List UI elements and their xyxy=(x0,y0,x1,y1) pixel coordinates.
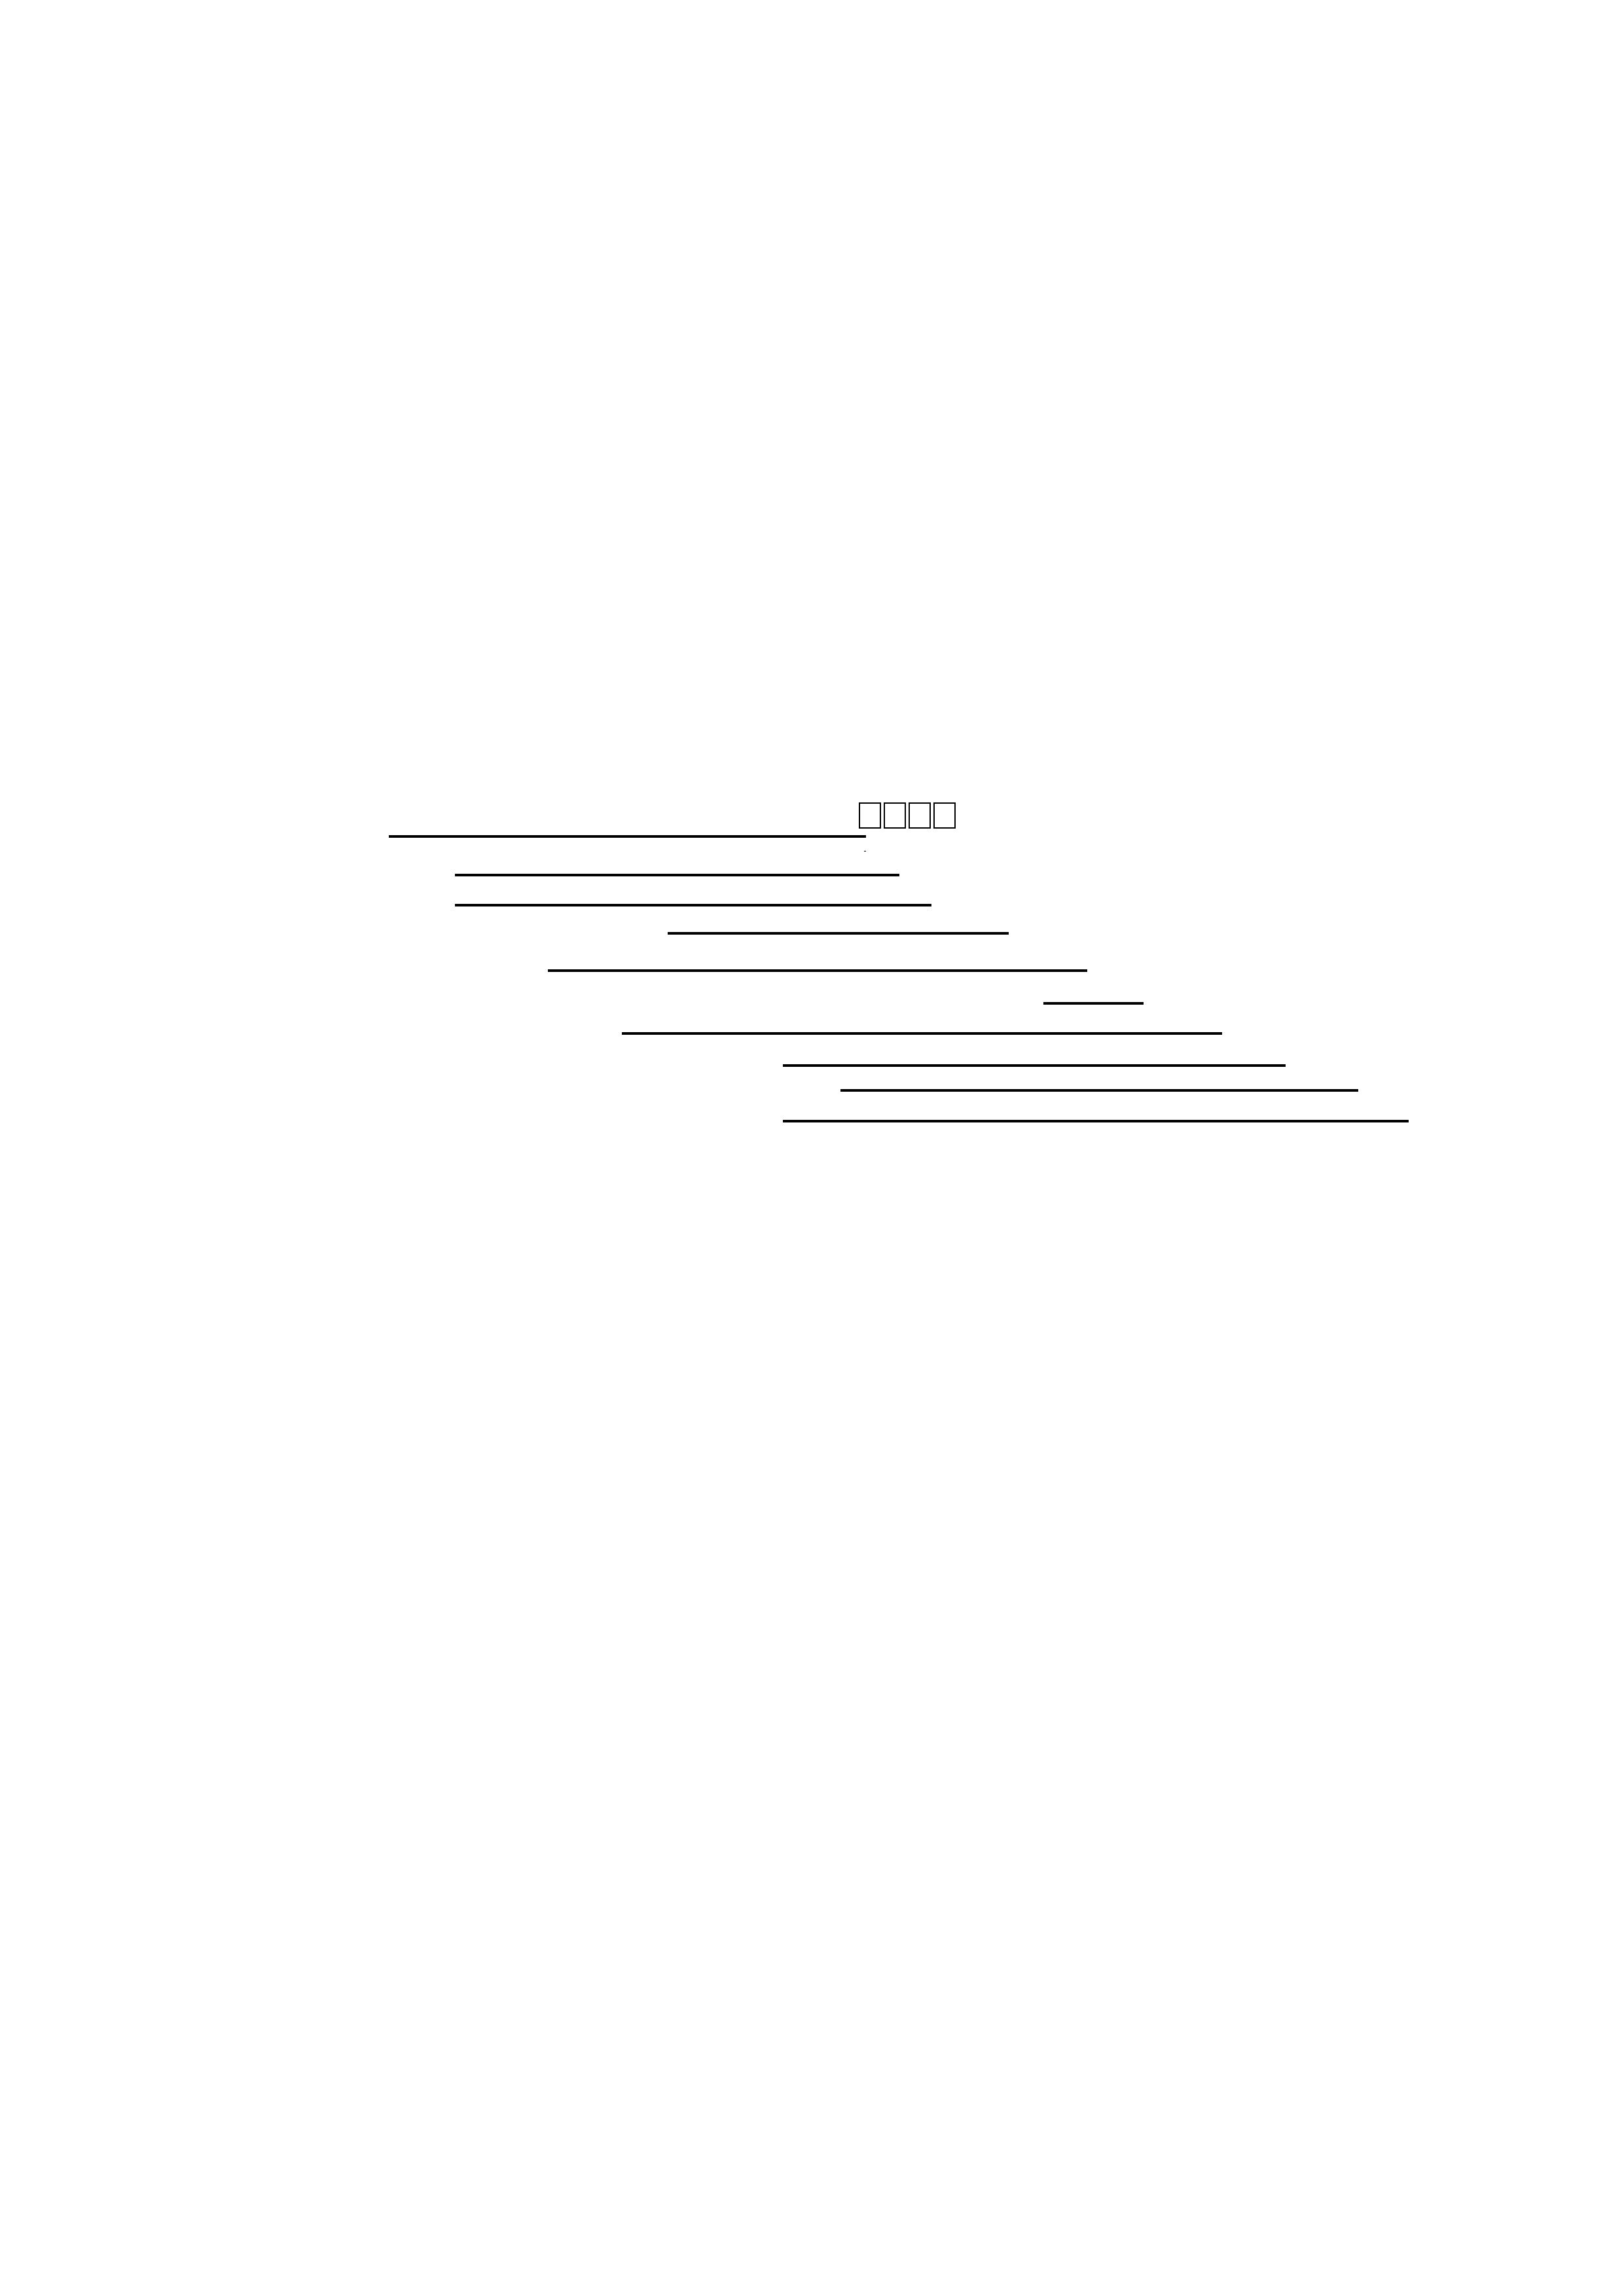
leader-line xyxy=(455,904,931,906)
leader-line xyxy=(840,1089,1358,1092)
placeholder-box xyxy=(884,802,906,829)
designation-code xyxy=(857,802,957,830)
leader-line xyxy=(548,969,1087,972)
leader-line xyxy=(1043,1002,1144,1005)
placeholder-box xyxy=(859,802,881,829)
leader-line xyxy=(864,851,866,852)
leader-line xyxy=(783,1120,1409,1122)
leader-line xyxy=(783,1064,1286,1067)
leader-line xyxy=(622,1032,1222,1035)
leader-line xyxy=(389,835,866,838)
leader-line xyxy=(668,932,1009,935)
placeholder-box xyxy=(909,802,931,829)
placeholder-box xyxy=(933,802,956,829)
leader-line xyxy=(455,874,899,876)
